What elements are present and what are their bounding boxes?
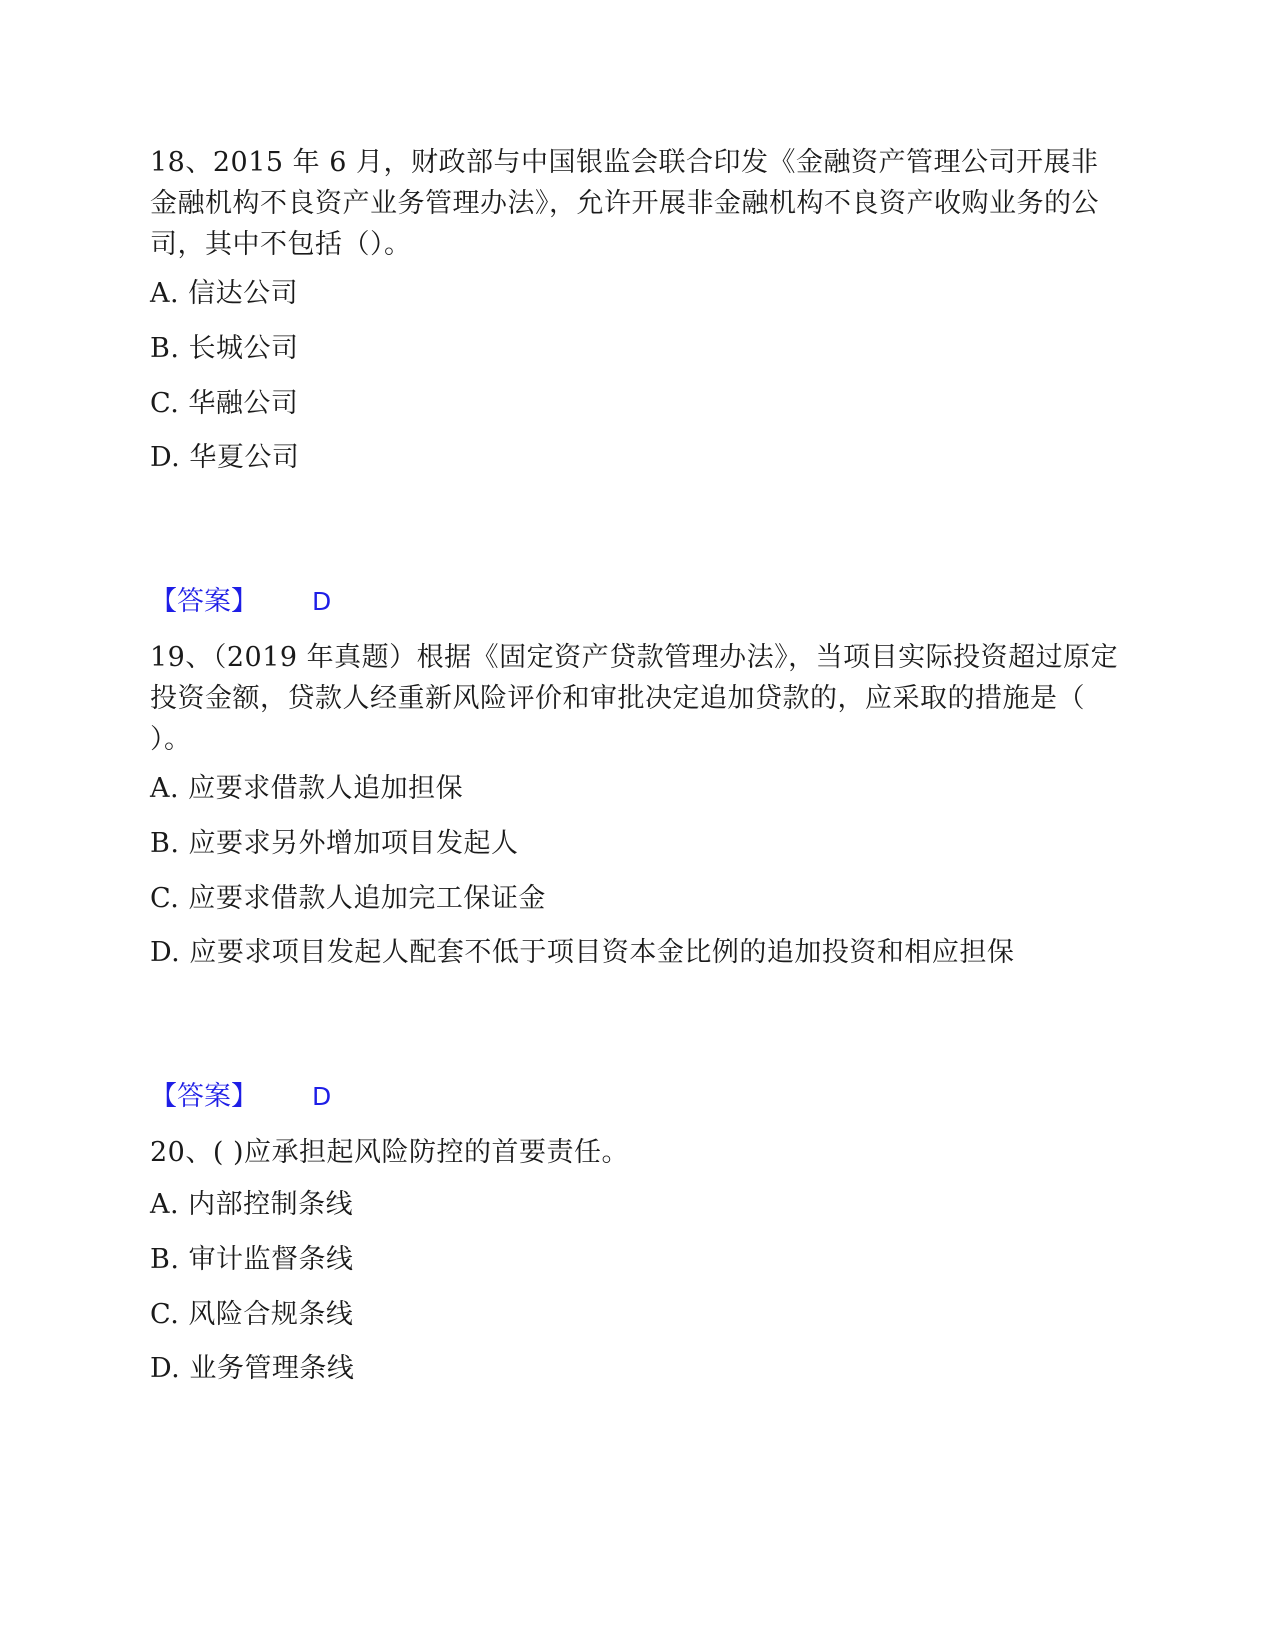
answer-line (150, 1077, 331, 1117)
option-b: B. 长城公司 (150, 333, 299, 364)
answer-value: D (312, 587, 332, 616)
option-c: C. 风险合规条线 (150, 1299, 354, 1330)
question-stem: 20、( )应承担起风险防控的首要责任。 (150, 1137, 630, 1168)
option-b: B. 审计监督条线 (150, 1244, 354, 1275)
option-c: C. 应要求借款人追加完工保证金 (150, 883, 546, 914)
option-d: D. 业务管理条线 (150, 1353, 355, 1384)
question-stem: 18、2015 年 6 月，财政部与中国银监会联合印发《金融资产管理公司开展非金融机构不良资产业务管理办法》，允许开展非金融机构不良资产收购业务的公司，其中不包括（）。 (150, 147, 1099, 260)
answer-label: 【答案】 (150, 1081, 258, 1112)
answer-label: 【答案】 (150, 586, 258, 617)
answer-line (150, 582, 331, 622)
option-a: A. 内部控制条线 (150, 1189, 354, 1220)
option-a: A. 应要求借款人追加担保 (150, 773, 464, 804)
question-stem: 19、（2019 年真题）根据《固定资产贷款管理办法》，当项目实际投资超过原定投资金额，贷款人经重新风险评价和审批决定追加贷款的，应采取的措施是（ ）。 (150, 642, 1119, 755)
question-18 (150, 142, 1120, 473)
question-19 (150, 637, 1120, 968)
option-b: B. 应要求另外增加项目发起人 (150, 828, 519, 859)
option-c: C. 华融公司 (150, 388, 299, 419)
option-a: A. 信达公司 (150, 278, 299, 309)
question-20 (150, 1132, 1120, 1384)
option-d: D. 应要求项目发起人配套不低于项目资本金比例的追加投资和相应担保 (150, 937, 1015, 968)
option-d: D. 华夏公司 (150, 442, 300, 473)
answer-value: D (312, 1082, 332, 1111)
